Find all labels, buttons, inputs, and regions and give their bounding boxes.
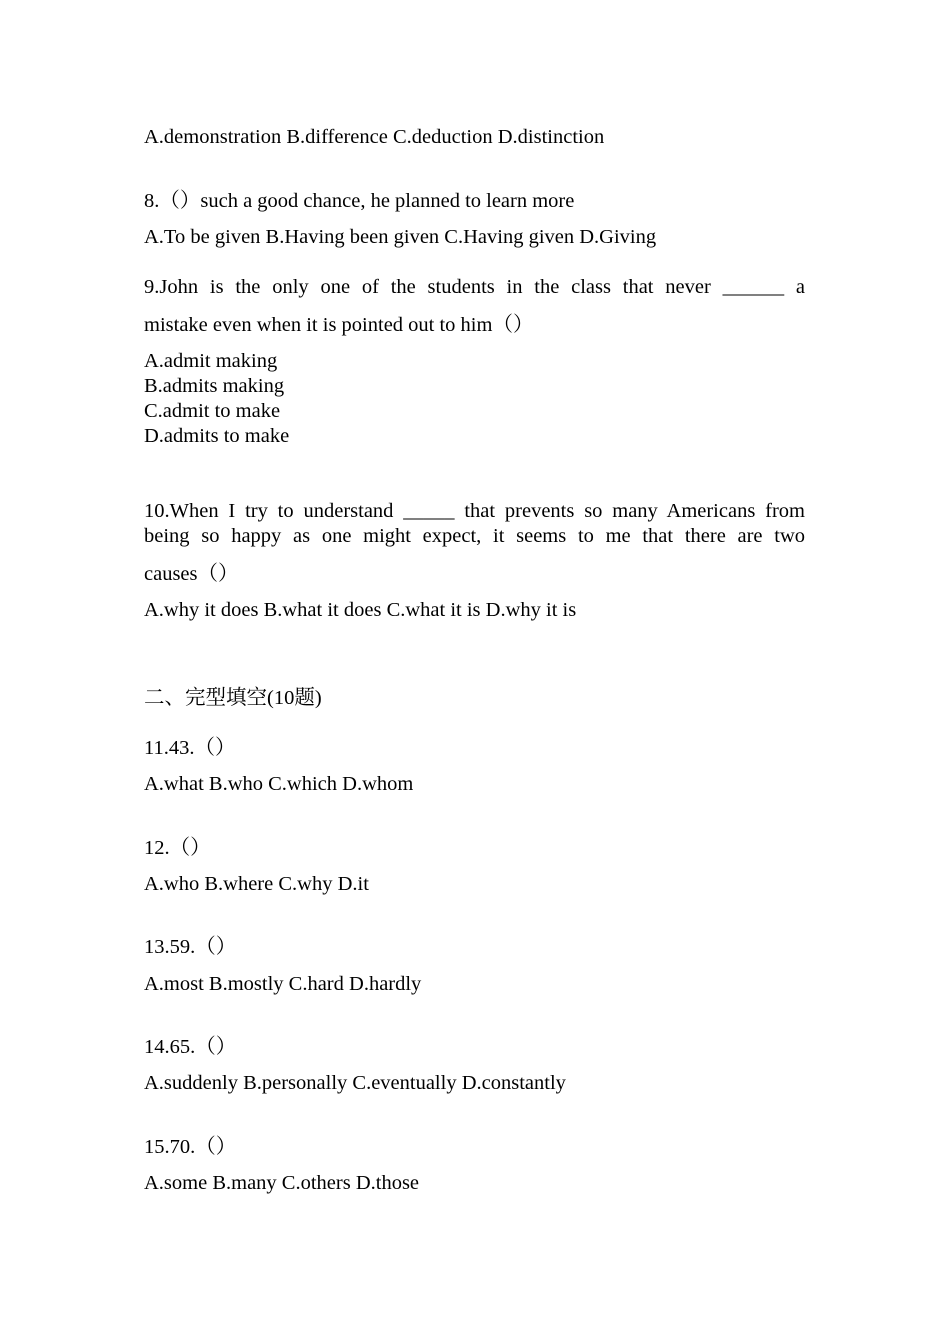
q13-options: A.most B.mostly C.hard D.hardly: [144, 973, 422, 995]
q8-stem: 8.（）such a good chance, he planned to learn more: [144, 190, 575, 212]
q9-stem-line2: mistake even when it is pointed out to him（）: [144, 314, 534, 336]
q12-options: A.who B.where C.why D.it: [144, 873, 369, 895]
q15-options: A.some B.many C.others D.those: [144, 1172, 420, 1194]
q9-option-b: B.admits making: [144, 375, 285, 397]
q7-options: A.demonstration B.difference C.deduction D.distinction: [144, 126, 605, 148]
q13-stem: 13.59.（）: [144, 936, 237, 958]
q10-stem-line1: 10.When I try to understand _____ that prevents so many Americans from: [144, 500, 805, 522]
q9-option-d: D.admits to make: [144, 425, 290, 447]
q14-options: A.suddenly B.personally C.eventually D.constantly: [144, 1072, 566, 1094]
q11-stem: 11.43.（）: [144, 737, 236, 759]
q15-stem: 15.70.（）: [144, 1136, 237, 1158]
q12-stem: 12.（）: [144, 837, 211, 859]
q10-stem-line2: being so happy as one might expect, it seems to me that there are two: [144, 525, 805, 547]
q10-stem-line3: causes（）: [144, 563, 239, 585]
q9-stem-line1: 9.John is the only one of the students in the class that never ______ a: [144, 276, 805, 298]
q8-options: A.To be given B.Having been given C.Having given D.Giving: [144, 226, 657, 248]
q14-stem: 14.65.（）: [144, 1036, 237, 1058]
q9-option-a: A.admit making: [144, 350, 278, 372]
q11-options: A.what B.who C.which D.whom: [144, 773, 414, 795]
q10-options: A.why it does B.what it does C.what it is D.why it is: [144, 599, 577, 621]
q9-option-c: C.admit to make: [144, 400, 281, 422]
section-title-cloze: 二、完型填空(10题): [144, 687, 322, 709]
